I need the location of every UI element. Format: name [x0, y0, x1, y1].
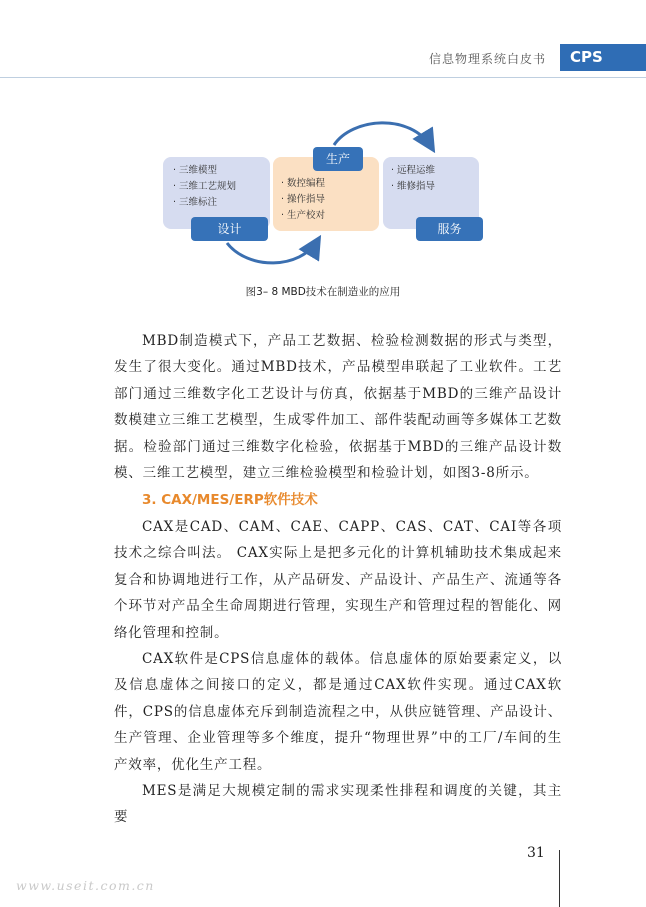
paragraph: MBD制造模式下，产品工艺数据、检验检测数据的形式与类型，发生了很大变化。通过MBD技术，产品模型串联起了工业软件。工艺部门通过三维数字化工艺设计与仿真，依据基于MBD的三维产品设计数模建立三维工艺模型，生成零件加工、部件装配动画等多媒体工艺数据。检验部门通过三维数字化检验，依据基于MBD的三维产品设计数模、三维工艺模型，建立三维检验模型和检验计划，如图3-8所示。	[114, 333, 562, 482]
header-badge: CPS	[560, 44, 646, 71]
production-item: · 操作指导	[281, 192, 373, 208]
design-item: · 三维标注	[173, 195, 260, 211]
section-heading: 3. CAX/MES/ERP软件技术	[142, 492, 318, 508]
design-label: 设计	[191, 217, 268, 241]
production-item: · 生产校对	[281, 208, 373, 224]
page-number: 31	[527, 845, 545, 861]
production-item: · 数控编程	[281, 176, 373, 192]
arrow-production	[227, 240, 318, 263]
paragraph: CAX软件是CPS信息虚体的载体。信息虚体的原始要素定义，以及信息虚体之间接口的定义，都是通过CAX软件实现。通过CAX软件，CPS的信息虚体充斥到制造流程之中，从供应链管理、产品设计、生产管理、企业管理等多个维度，提升“物理世界”中的工厂/车间的生产效率，优化生产工程。	[114, 651, 562, 773]
paragraph: CAX是CAD、CAM、CAE、CAPP、CAS、CAT、CAI等各项技术之综合叫法。 CAX实际上是把多元化的计算机辅助技术集成起来复合和协调地进行工作，从产品研发、产品设计、产品生产、流通等各个环节对产品全生命周期进行管理，实现生产和管理过程的智能化、网络化管理和控制。	[114, 519, 562, 641]
header-title: 信息物理系统白皮书	[428, 52, 546, 66]
service-label: 服务	[416, 217, 483, 241]
design-item: · 三维工艺规划	[173, 179, 260, 195]
service-item: · 维修指导	[391, 179, 471, 195]
arrow-service	[334, 123, 432, 148]
watermark: www.useit.com.cn	[16, 878, 155, 893]
design-item: · 三维模型	[173, 163, 260, 179]
paragraph: MES是满足大规模定制的需求实现柔性排程和调度的关键，其主要	[114, 783, 562, 826]
production-label: 生产	[313, 147, 363, 171]
figure-caption: 图3– 8 MBD技术在制造业的应用	[245, 286, 401, 298]
service-item: · 远程运维	[391, 163, 471, 179]
footer-rule	[559, 850, 560, 907]
